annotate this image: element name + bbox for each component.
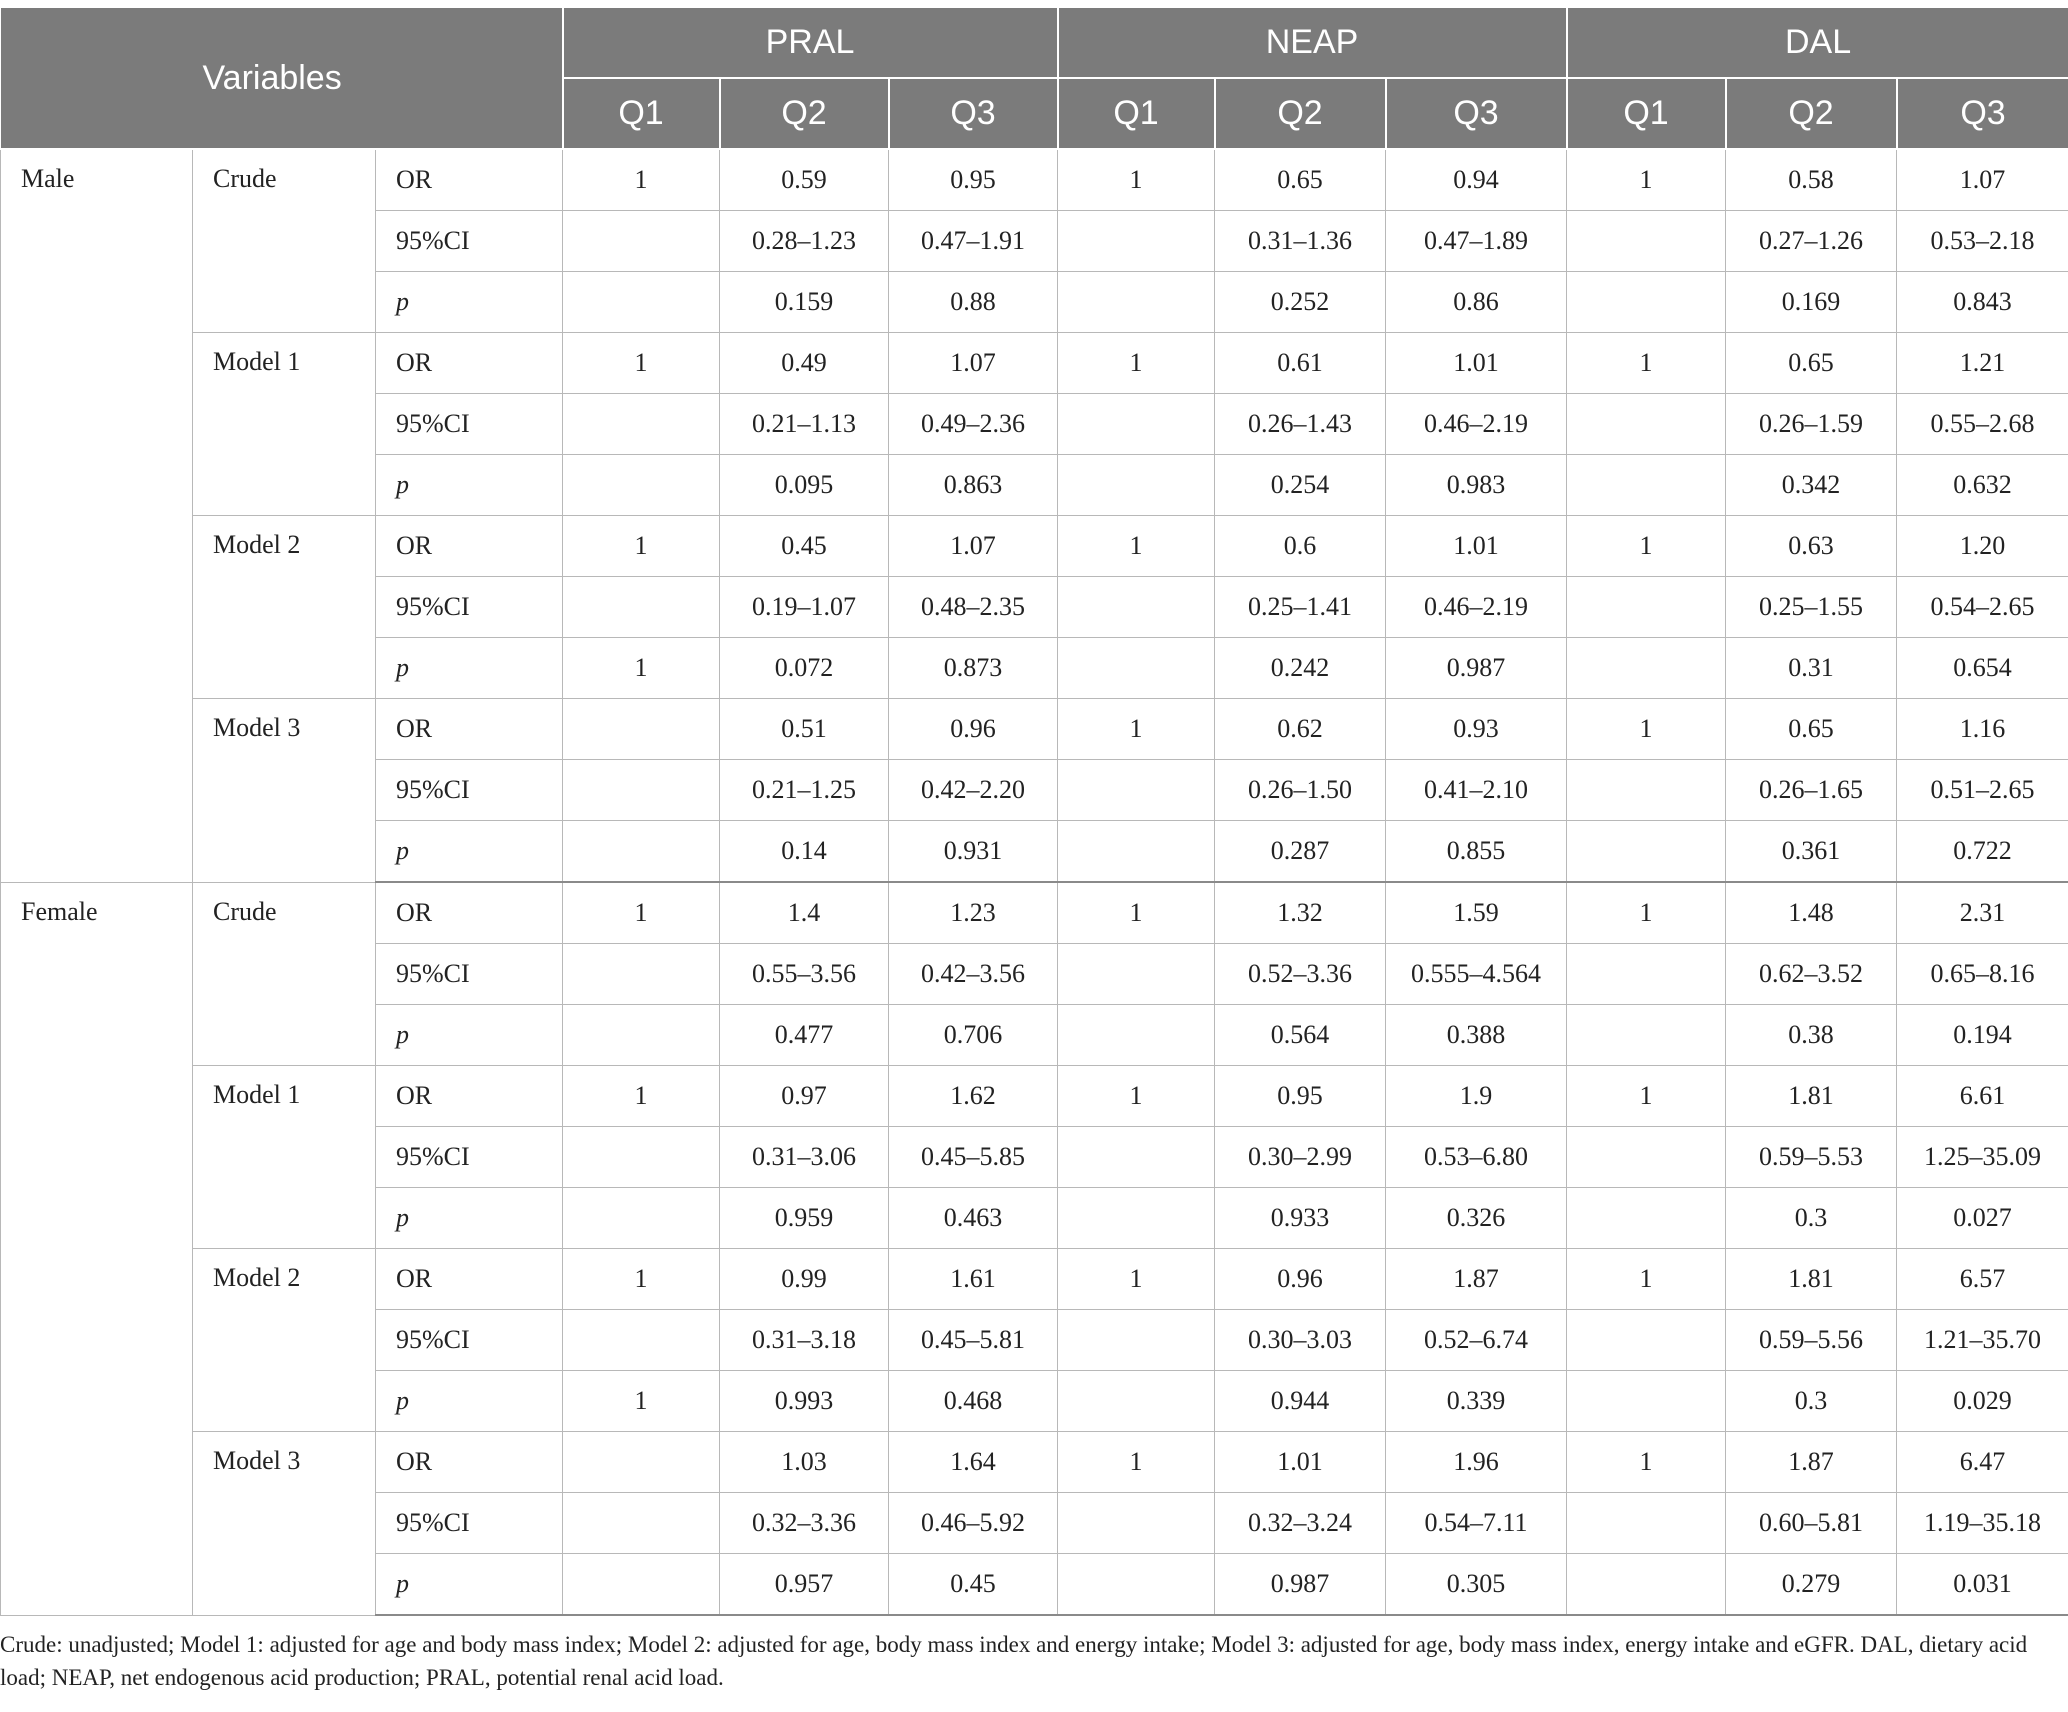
value-cell: 0.159 xyxy=(720,272,889,333)
value-cell: 0.095 xyxy=(720,455,889,516)
value-cell: 0.564 xyxy=(1215,1005,1386,1066)
value-cell: 0.957 xyxy=(720,1554,889,1616)
odds-ratio-table xyxy=(0,8,2068,1616)
value-cell: 1 xyxy=(1058,149,1215,211)
value-cell xyxy=(1567,1127,1726,1188)
value-cell: 1 xyxy=(563,1066,720,1127)
model-label: Model 2 xyxy=(193,1249,376,1432)
value-cell: 0.873 xyxy=(889,638,1058,699)
value-cell xyxy=(1058,821,1215,883)
value-cell: 0.6 xyxy=(1215,516,1386,577)
value-cell xyxy=(1058,394,1215,455)
model-label: Model 1 xyxy=(193,333,376,516)
value-cell xyxy=(1567,211,1726,272)
model-label: Crude xyxy=(193,882,376,1066)
value-cell xyxy=(563,1005,720,1066)
stat-label: OR xyxy=(376,516,563,577)
header-quartile: Q1 xyxy=(1058,78,1215,149)
stat-label: 95%CI xyxy=(376,1310,563,1371)
header-group-pral: PRAL xyxy=(563,8,1058,78)
value-cell xyxy=(563,455,720,516)
value-cell xyxy=(563,1493,720,1554)
table-row xyxy=(1,516,2068,577)
stat-label: p xyxy=(376,1005,563,1066)
header-quartile: Q1 xyxy=(563,78,720,149)
value-cell xyxy=(1567,1371,1726,1432)
table-row xyxy=(1,333,2068,394)
stat-label: p xyxy=(376,455,563,516)
value-cell: 0.59–5.53 xyxy=(1726,1127,1897,1188)
value-cell: 0.65 xyxy=(1726,699,1897,760)
value-cell: 1.59 xyxy=(1386,882,1567,944)
value-cell: 0.254 xyxy=(1215,455,1386,516)
value-cell xyxy=(563,821,720,883)
value-cell xyxy=(563,1127,720,1188)
value-cell: 0.993 xyxy=(720,1371,889,1432)
value-cell xyxy=(1567,821,1726,883)
value-cell: 0.983 xyxy=(1386,455,1567,516)
value-cell: 0.55–3.56 xyxy=(720,944,889,1005)
value-cell: 0.3 xyxy=(1726,1188,1897,1249)
table-body xyxy=(1,149,2068,1615)
value-cell: 0.843 xyxy=(1897,272,2068,333)
value-cell: 0.463 xyxy=(889,1188,1058,1249)
value-cell: 1 xyxy=(563,1249,720,1310)
value-cell: 1.01 xyxy=(1215,1432,1386,1493)
value-cell: 0.27–1.26 xyxy=(1726,211,1897,272)
stat-label: OR xyxy=(376,1432,563,1493)
value-cell: 1 xyxy=(1567,699,1726,760)
value-cell: 1.21–35.70 xyxy=(1897,1310,2068,1371)
value-cell: 0.944 xyxy=(1215,1371,1386,1432)
table-footnote: Crude: unadjusted; Model 1: adjusted for age and body mass index; Model 2: adjusted for age, body mass index and energy intake; Model 3: adjusted for age, body mass index, energy intake and eGFR. DAL, dietary acid load; NEAP, net endogenous acid production; PRAL, potential renal acid load. xyxy=(0,1632,2028,1690)
value-cell: 1.03 xyxy=(720,1432,889,1493)
stat-label: p xyxy=(376,821,563,883)
value-cell: 0.59–5.56 xyxy=(1726,1310,1897,1371)
value-cell: 0.31–3.06 xyxy=(720,1127,889,1188)
table-row xyxy=(1,1066,2068,1127)
value-cell: 1 xyxy=(1058,516,1215,577)
value-cell: 6.57 xyxy=(1897,1249,2068,1310)
header-quartile: Q1 xyxy=(1567,78,1726,149)
value-cell: 0.94 xyxy=(1386,149,1567,211)
value-cell xyxy=(563,1310,720,1371)
value-cell xyxy=(563,1188,720,1249)
value-cell: 0.55–2.68 xyxy=(1897,394,2068,455)
value-cell: 0.14 xyxy=(720,821,889,883)
value-cell: 0.26–1.50 xyxy=(1215,760,1386,821)
stat-label: p xyxy=(376,1188,563,1249)
value-cell: 1.87 xyxy=(1726,1432,1897,1493)
value-cell: 0.361 xyxy=(1726,821,1897,883)
value-cell: 0.54–2.65 xyxy=(1897,577,2068,638)
value-cell: 0.46–2.19 xyxy=(1386,394,1567,455)
value-cell: 0.32–3.24 xyxy=(1215,1493,1386,1554)
stat-label: p xyxy=(376,1371,563,1432)
value-cell: 0.987 xyxy=(1386,638,1567,699)
stat-label: 95%CI xyxy=(376,760,563,821)
stat-label: p xyxy=(376,638,563,699)
value-cell: 0.59 xyxy=(720,149,889,211)
value-cell: 1.21 xyxy=(1897,333,2068,394)
value-cell: 0.58 xyxy=(1726,149,1897,211)
value-cell: 1.19–35.18 xyxy=(1897,1493,2068,1554)
value-cell xyxy=(1567,455,1726,516)
value-cell: 1.32 xyxy=(1215,882,1386,944)
value-cell: 1 xyxy=(563,333,720,394)
value-cell: 0.027 xyxy=(1897,1188,2068,1249)
value-cell: 1 xyxy=(1058,333,1215,394)
header-row-groups xyxy=(1,8,2068,78)
value-cell xyxy=(1567,1188,1726,1249)
value-cell: 0.42–2.20 xyxy=(889,760,1058,821)
value-cell xyxy=(1567,944,1726,1005)
value-cell: 0.45 xyxy=(720,516,889,577)
model-label: Model 1 xyxy=(193,1066,376,1249)
value-cell xyxy=(563,944,720,1005)
value-cell xyxy=(1567,272,1726,333)
value-cell xyxy=(1058,272,1215,333)
value-cell: 0.53–6.80 xyxy=(1386,1127,1567,1188)
value-cell: 1.61 xyxy=(889,1249,1058,1310)
value-cell: 1 xyxy=(1058,699,1215,760)
value-cell: 1 xyxy=(1058,882,1215,944)
value-cell xyxy=(1567,1554,1726,1616)
value-cell: 1 xyxy=(1567,516,1726,577)
value-cell: 0.933 xyxy=(1215,1188,1386,1249)
model-label: Model 3 xyxy=(193,1432,376,1616)
value-cell: 0.47–1.89 xyxy=(1386,211,1567,272)
value-cell xyxy=(563,1432,720,1493)
value-cell: 1 xyxy=(1567,149,1726,211)
stat-label: 95%CI xyxy=(376,944,563,1005)
value-cell: 1 xyxy=(563,516,720,577)
value-cell: 1.48 xyxy=(1726,882,1897,944)
value-cell: 0.38 xyxy=(1726,1005,1897,1066)
value-cell: 0.252 xyxy=(1215,272,1386,333)
value-cell: 0.555–4.564 xyxy=(1386,944,1567,1005)
value-cell xyxy=(1567,760,1726,821)
table-row xyxy=(1,699,2068,760)
value-cell: 0.86 xyxy=(1386,272,1567,333)
value-cell: 0.97 xyxy=(720,1066,889,1127)
model-label: Model 2 xyxy=(193,516,376,699)
value-cell: 0.632 xyxy=(1897,455,2068,516)
sex-label: Male xyxy=(1,149,193,882)
value-cell: 0.60–5.81 xyxy=(1726,1493,1897,1554)
value-cell: 0.96 xyxy=(889,699,1058,760)
value-cell: 1 xyxy=(1058,1249,1215,1310)
value-cell xyxy=(1058,760,1215,821)
value-cell: 1 xyxy=(1567,333,1726,394)
value-cell xyxy=(1567,1493,1726,1554)
header-variables: Variables xyxy=(1,8,563,149)
value-cell: 1 xyxy=(563,1371,720,1432)
value-cell: 0.722 xyxy=(1897,821,2068,883)
value-cell: 0.42–3.56 xyxy=(889,944,1058,1005)
value-cell: 0.706 xyxy=(889,1005,1058,1066)
value-cell: 1.81 xyxy=(1726,1066,1897,1127)
stat-label: 95%CI xyxy=(376,577,563,638)
value-cell: 1.23 xyxy=(889,882,1058,944)
value-cell: 0.287 xyxy=(1215,821,1386,883)
stat-label: OR xyxy=(376,882,563,944)
value-cell: 0.32–3.36 xyxy=(720,1493,889,1554)
value-cell: 0.95 xyxy=(889,149,1058,211)
value-cell: 0.931 xyxy=(889,821,1058,883)
value-cell: 0.959 xyxy=(720,1188,889,1249)
value-cell: 6.47 xyxy=(1897,1432,2068,1493)
value-cell xyxy=(563,1554,720,1616)
header-quartile: Q3 xyxy=(1386,78,1567,149)
table-row xyxy=(1,149,2068,211)
value-cell xyxy=(1567,577,1726,638)
value-cell: 1.81 xyxy=(1726,1249,1897,1310)
value-cell: 0.031 xyxy=(1897,1554,2068,1616)
model-label: Model 3 xyxy=(193,699,376,883)
stat-label: 95%CI xyxy=(376,394,563,455)
value-cell: 0.62 xyxy=(1215,699,1386,760)
value-cell: 0.987 xyxy=(1215,1554,1386,1616)
value-cell: 0.25–1.55 xyxy=(1726,577,1897,638)
value-cell: 1 xyxy=(1567,1432,1726,1493)
value-cell: 0.93 xyxy=(1386,699,1567,760)
value-cell: 0.51 xyxy=(720,699,889,760)
value-cell: 1 xyxy=(563,638,720,699)
stat-label: 95%CI xyxy=(376,1493,563,1554)
stat-label: p xyxy=(376,1554,563,1616)
value-cell: 0.25–1.41 xyxy=(1215,577,1386,638)
value-cell: 0.51–2.65 xyxy=(1897,760,2068,821)
value-cell xyxy=(1567,638,1726,699)
value-cell: 1 xyxy=(1567,882,1726,944)
value-cell xyxy=(1058,638,1215,699)
stat-label: 95%CI xyxy=(376,211,563,272)
value-cell: 0.65 xyxy=(1726,333,1897,394)
value-cell: 0.47–1.91 xyxy=(889,211,1058,272)
value-cell xyxy=(563,394,720,455)
value-cell: 1.01 xyxy=(1386,516,1567,577)
header-group-dal: DAL xyxy=(1567,8,2068,78)
value-cell xyxy=(1058,1554,1215,1616)
value-cell xyxy=(1058,211,1215,272)
value-cell: 0.95 xyxy=(1215,1066,1386,1127)
value-cell: 0.305 xyxy=(1386,1554,1567,1616)
value-cell: 0.65 xyxy=(1215,149,1386,211)
value-cell: 0.46–2.19 xyxy=(1386,577,1567,638)
value-cell xyxy=(1058,1371,1215,1432)
value-cell: 0.21–1.25 xyxy=(720,760,889,821)
value-cell: 0.49–2.36 xyxy=(889,394,1058,455)
value-cell: 0.31 xyxy=(1726,638,1897,699)
value-cell: 0.3 xyxy=(1726,1371,1897,1432)
value-cell: 1.62 xyxy=(889,1066,1058,1127)
value-cell: 1 xyxy=(1567,1249,1726,1310)
value-cell: 0.61 xyxy=(1215,333,1386,394)
value-cell: 0.99 xyxy=(720,1249,889,1310)
value-cell: 1.07 xyxy=(1897,149,2068,211)
value-cell xyxy=(1058,1188,1215,1249)
sex-label: Female xyxy=(1,882,193,1615)
value-cell: 0.45–5.81 xyxy=(889,1310,1058,1371)
value-cell: 0.468 xyxy=(889,1371,1058,1432)
value-cell: 0.28–1.23 xyxy=(720,211,889,272)
value-cell: 0.26–1.65 xyxy=(1726,760,1897,821)
stat-label: OR xyxy=(376,1066,563,1127)
value-cell xyxy=(1058,944,1215,1005)
value-cell xyxy=(563,211,720,272)
header-group-neap: NEAP xyxy=(1058,8,1567,78)
value-cell: 1.16 xyxy=(1897,699,2068,760)
value-cell: 0.63 xyxy=(1726,516,1897,577)
value-cell: 1 xyxy=(563,149,720,211)
value-cell xyxy=(1058,577,1215,638)
value-cell: 0.19–1.07 xyxy=(720,577,889,638)
stat-label: OR xyxy=(376,149,563,211)
value-cell: 0.194 xyxy=(1897,1005,2068,1066)
value-cell: 0.30–2.99 xyxy=(1215,1127,1386,1188)
table-row xyxy=(1,882,2068,944)
value-cell: 1.96 xyxy=(1386,1432,1567,1493)
value-cell: 0.21–1.13 xyxy=(720,394,889,455)
value-cell xyxy=(563,577,720,638)
value-cell: 1.07 xyxy=(889,516,1058,577)
value-cell xyxy=(563,272,720,333)
value-cell: 0.31–1.36 xyxy=(1215,211,1386,272)
value-cell: 0.342 xyxy=(1726,455,1897,516)
stat-label: p xyxy=(376,272,563,333)
value-cell: 1 xyxy=(563,882,720,944)
value-cell: 0.49 xyxy=(720,333,889,394)
value-cell: 0.96 xyxy=(1215,1249,1386,1310)
value-cell: 0.45–5.85 xyxy=(889,1127,1058,1188)
header-quartile: Q2 xyxy=(720,78,889,149)
value-cell: 0.30–3.03 xyxy=(1215,1310,1386,1371)
value-cell xyxy=(563,760,720,821)
value-cell: 0.54–7.11 xyxy=(1386,1493,1567,1554)
value-cell xyxy=(1058,455,1215,516)
value-cell xyxy=(1567,1005,1726,1066)
value-cell: 0.029 xyxy=(1897,1371,2068,1432)
value-cell: 0.62–3.52 xyxy=(1726,944,1897,1005)
value-cell: 1.07 xyxy=(889,333,1058,394)
value-cell: 1 xyxy=(1567,1066,1726,1127)
header-quartile: Q3 xyxy=(1897,78,2068,149)
value-cell: 0.855 xyxy=(1386,821,1567,883)
value-cell: 6.61 xyxy=(1897,1066,2068,1127)
value-cell: 0.169 xyxy=(1726,272,1897,333)
value-cell xyxy=(1567,1310,1726,1371)
value-cell: 0.88 xyxy=(889,272,1058,333)
stat-label: OR xyxy=(376,333,563,394)
value-cell: 0.242 xyxy=(1215,638,1386,699)
value-cell: 0.072 xyxy=(720,638,889,699)
value-cell: 0.26–1.43 xyxy=(1215,394,1386,455)
value-cell: 1.4 xyxy=(720,882,889,944)
value-cell: 0.26–1.59 xyxy=(1726,394,1897,455)
value-cell: 1.01 xyxy=(1386,333,1567,394)
header-quartile: Q2 xyxy=(1215,78,1386,149)
value-cell: 0.388 xyxy=(1386,1005,1567,1066)
value-cell: 0.45 xyxy=(889,1554,1058,1616)
value-cell xyxy=(563,699,720,760)
model-label: Crude xyxy=(193,149,376,333)
table-container xyxy=(0,8,2068,1616)
value-cell: 0.41–2.10 xyxy=(1386,760,1567,821)
value-cell: 0.31–3.18 xyxy=(720,1310,889,1371)
header-quartile: Q3 xyxy=(889,78,1058,149)
value-cell: 1.25–35.09 xyxy=(1897,1127,2068,1188)
value-cell: 0.48–2.35 xyxy=(889,577,1058,638)
value-cell: 1.87 xyxy=(1386,1249,1567,1310)
value-cell xyxy=(1567,394,1726,455)
value-cell xyxy=(1058,1005,1215,1066)
header-quartile: Q2 xyxy=(1726,78,1897,149)
value-cell: 1.64 xyxy=(889,1432,1058,1493)
value-cell: 1.9 xyxy=(1386,1066,1567,1127)
value-cell: 0.52–6.74 xyxy=(1386,1310,1567,1371)
value-cell: 0.52–3.36 xyxy=(1215,944,1386,1005)
value-cell xyxy=(1058,1127,1215,1188)
table-row xyxy=(1,1249,2068,1310)
value-cell: 0.339 xyxy=(1386,1371,1567,1432)
value-cell: 0.477 xyxy=(720,1005,889,1066)
value-cell: 1 xyxy=(1058,1066,1215,1127)
value-cell: 0.863 xyxy=(889,455,1058,516)
value-cell: 1 xyxy=(1058,1432,1215,1493)
value-cell xyxy=(1058,1493,1215,1554)
value-cell: 2.31 xyxy=(1897,882,2068,944)
value-cell: 0.53–2.18 xyxy=(1897,211,2068,272)
value-cell: 0.654 xyxy=(1897,638,2068,699)
value-cell: 0.65–8.16 xyxy=(1897,944,2068,1005)
value-cell: 0.279 xyxy=(1726,1554,1897,1616)
value-cell: 0.46–5.92 xyxy=(889,1493,1058,1554)
value-cell: 1.20 xyxy=(1897,516,2068,577)
value-cell: 0.326 xyxy=(1386,1188,1567,1249)
stat-label: OR xyxy=(376,699,563,760)
stat-label: 95%CI xyxy=(376,1127,563,1188)
stat-label: OR xyxy=(376,1249,563,1310)
value-cell xyxy=(1058,1310,1215,1371)
table-row xyxy=(1,1432,2068,1493)
